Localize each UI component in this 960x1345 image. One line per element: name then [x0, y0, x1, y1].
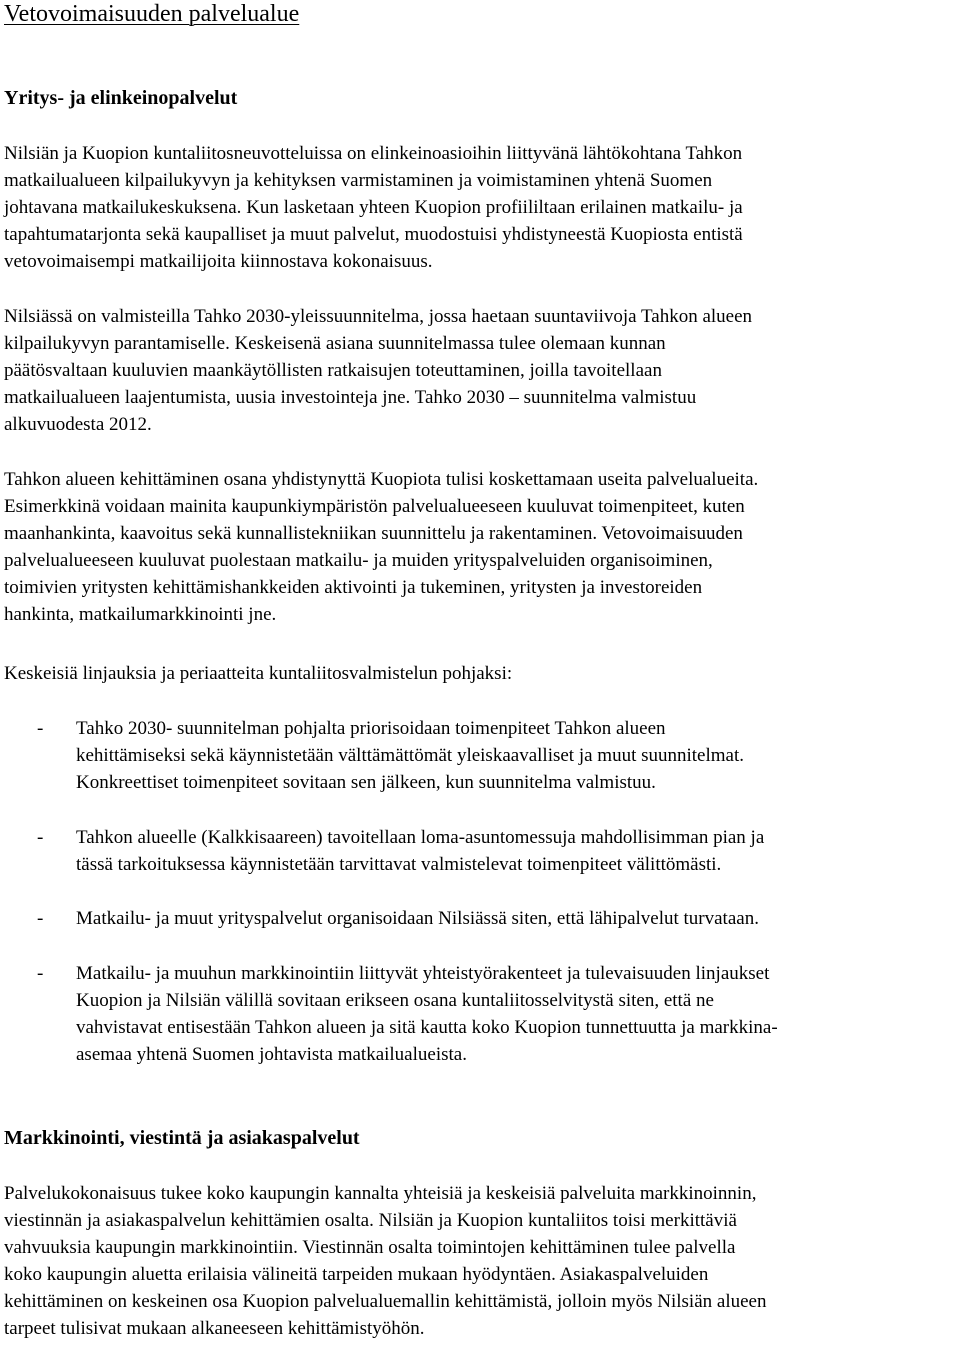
paragraph-line: hankinta, matkailumarkkinointi jne. [4, 604, 277, 625]
list-item-text [76, 960, 960, 1068]
list-item-line: Matkailu- ja muut yrityspalvelut organisoidaan Nilsiässä siten, että lähipalvelut turvataan. [76, 908, 759, 929]
paragraph-line: Nilsiässä on valmisteilla Tahko 2030-yleissuunnitelma, jossa haetaan suuntaviivoja Tahkon alueen [4, 306, 753, 327]
paragraph-line: viestinnän ja asiakaspalvelun kehittämien osalta. Nilsiän ja Kuopion kuntaliitos toisi merkittäviä [4, 1210, 737, 1231]
paragraph-fragment: johtavana matkailukeskuksena. [4, 197, 242, 218]
paragraph-line: matkailualueen laajentumista, uusia investointeja jne. Tahko 2030 – suunnitelma valmistuu [4, 387, 697, 408]
paragraph-line: vahvuuksia kaupungin markkinointiin. Viestinnän osalta toimintojen kehittäminen tulee palvella [4, 1237, 736, 1258]
paragraph-line: Tahkon alueen kehittäminen osana yhdistynyttä Kuopiota tulisi koskettamaan useita palvelualueita. [4, 469, 759, 490]
list-item-line: Tahkon alueelle (Kalkkisaareen) tavoitellaan loma-asuntomessuja mahdollisimman pian ja [76, 827, 765, 848]
list-item-line: asemaa yhtenä Suomen johtavista matkailualueista. [76, 1044, 467, 1065]
paragraph-line: alkuvuodesta 2012. [4, 414, 152, 435]
list-item-line: kehittämiseksi sekä käynnistetään välttämättömät yleiskaavalliset ja muut suunnitelmat. [76, 745, 744, 766]
paragraph-tahko-development [4, 466, 956, 628]
list-item-text [76, 715, 960, 796]
paragraph-line: Nilsiän ja Kuopion kuntaliitosneuvotteluissa on elinkeinoasioihin liittyvänä lähtökohtana Tahkon [4, 143, 743, 164]
paragraph-fragment: Kun lasketaan yhteen Kuopion profiililtaan erilainen matkailu- ja [241, 197, 743, 218]
list-item-line: Kuopion ja Nilsiän välillä sovitaan erikseen osana kuntaliitosselvitystä siten, että ne [76, 990, 714, 1011]
paragraph-tahko-competitiveness [4, 140, 956, 275]
paragraph-line: matkailualueen kilpailukyvyn ja kehityksen varmistaminen ja voimistaminen yhtenä Suomen [4, 170, 713, 191]
paragraph-line: tapahtumatarjonta sekä kaupalliset ja muut palvelut, muodostuisi yhdistyneestä Kuopiosta entistä [4, 224, 743, 245]
page-title: Vetovoimaisuuden palvelualue [4, 1, 300, 27]
section-heading-marketing: Markkinointi, viestintä ja asiakaspalvelut [4, 1127, 360, 1149]
paragraph-line: koko kaupungin aluetta erilaisia välineitä tarpeiden mukaan hyödyntäen. Asiakaspalveluiden [4, 1264, 709, 1285]
paragraph-line [4, 194, 956, 221]
paragraph-line: tarpeet tulisivat mukaan alkaneeseen kehittämistyöhön. [4, 1318, 425, 1339]
paragraph-marketing-services [4, 1180, 956, 1342]
paragraph-line: maanhankinta, kaavoitus sekä kunnallistekniikan suunnittelu ja rakentaminen. Vetovoimaisuuden [4, 523, 743, 544]
paragraph-line: kehittäminen on keskeinen osa Kuopion palvelualuemallin kehittämistä, jolloin myös Nilsiän alueen [4, 1291, 767, 1312]
paragraph-line: päätösvaltaan kuuluvien maankäytöllisten ratkaisujen toteuttaminen, joilla tavoitellaan [4, 360, 662, 381]
list-dash: - [37, 827, 44, 848]
paragraph-line: toimivien yritysten kehittämishankkeiden aktivointi ja tukeminen, yritysten ja investoreiden [4, 577, 703, 598]
list-dash: - [37, 963, 44, 984]
list-item-text [76, 824, 960, 878]
paragraph-tahko-2030-plan [4, 303, 956, 438]
list-item-line: vahvistavat entisestään Tahkon alueen ja sitä kautta koko Kuopion tunnettuutta ja markkina- [76, 1017, 778, 1038]
paragraph-line: Esimerkkinä voidaan mainita kaupunkiympäristön palvelualueeseen kuuluvat toimenpiteet, kuten [4, 496, 745, 517]
principles-label: Keskeisiä linjauksia ja periaatteita kuntaliitosvalmistelun pohjaksi: [4, 663, 513, 684]
list-item-text [76, 905, 960, 932]
paragraph-line: Palvelukokonaisuus tukee koko kaupungin kannalta yhteisiä ja keskeisiä palveluita markkinoinnin, [4, 1183, 757, 1204]
section-heading-business-services: Yritys- ja elinkeinopalvelut [4, 87, 238, 109]
paragraph-line: palvelualueeseen kuuluvat puolestaan matkailu- ja muiden yrityspalveluiden organisoiminen, [4, 550, 713, 571]
list-item-line: Matkailu- ja muuhun markkinointiin liittyvät yhteistyörakenteet ja tulevaisuuden linjaukset [76, 963, 770, 984]
paragraph-line: vetovoimaisempi matkailijoita kiinnostava kokonaisuus. [4, 251, 433, 272]
list-item-line: Konkreettiset toimenpiteet sovitaan sen jälkeen, kun suunnitelma valmistuu. [76, 772, 656, 793]
list-dash: - [37, 718, 44, 739]
paragraph-line: kilpailukyvyn parantamiselle. Keskeisenä asiana suunnitelmassa tulee olemaan kunnan [4, 333, 666, 354]
list-item-line: tässä tarkoituksessa käynnistetään tarvittavat valmistelevat toimenpiteet välittömästi. [76, 854, 722, 875]
list-item-line: Tahko 2030- suunnitelman pohjalta priorisoidaan toimenpiteet Tahkon alueen [76, 718, 666, 739]
list-dash: - [37, 908, 44, 929]
